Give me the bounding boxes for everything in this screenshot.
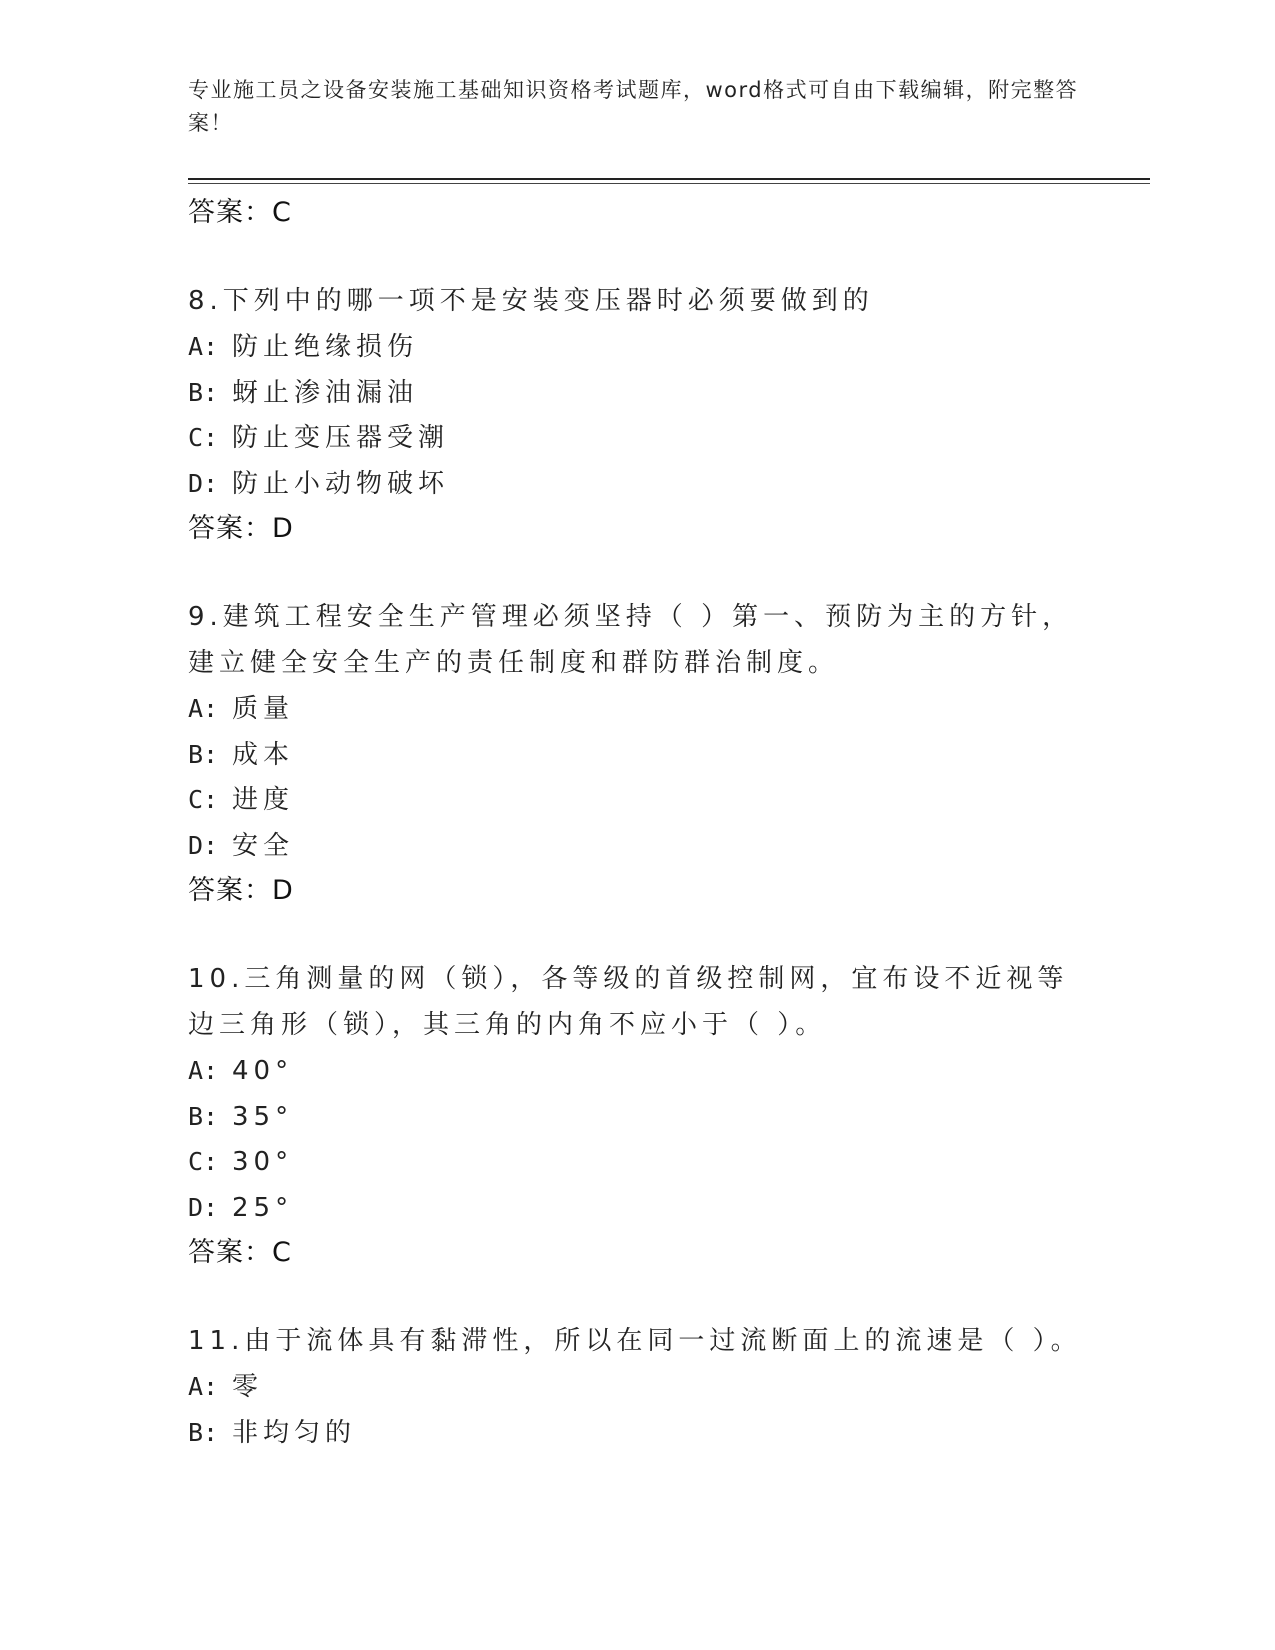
question-stem: 11.由于流体具有黏滞性，所以在同一过流断面上的流速是（ ）。 <box>188 1326 1082 1356</box>
header-divider <box>188 178 1150 180</box>
option-text: 防止小动物破坏 <box>232 468 450 499</box>
option-text: 成本 <box>232 739 295 770</box>
option-key: C: <box>188 423 219 452</box>
option-key: C: <box>188 1147 219 1176</box>
option-text: 25° <box>232 1192 294 1223</box>
document-header-title: 专业施工员之设备安装施工基础知识资格考试题库，word格式可自由下载编辑，附完整答案！ <box>188 78 1079 135</box>
answer-line: 答案：D <box>188 513 294 544</box>
option-d <box>188 823 1088 869</box>
question-block <box>188 594 1088 914</box>
option-text: 40° <box>232 1056 294 1086</box>
question-stem: 10.三角测量的网（锁），各等级的首级控制网，宜布设不近视等边三角形（锁），其三角的内角不应小于（ ）。 <box>188 964 1069 1040</box>
question-stem: 9.建筑工程安全生产管理必须坚持（ ）第一、预防为主的方针，建立健全安全生产的责任制度和群防群治制度。 <box>188 602 1074 678</box>
option-c <box>188 415 1088 461</box>
answer-line: 答案：C <box>188 197 292 228</box>
option-d <box>188 461 1088 507</box>
option-key: A: <box>188 332 219 361</box>
option-key: A: <box>188 1372 219 1401</box>
question-block <box>188 278 1088 552</box>
header-divider-thin <box>188 183 1150 184</box>
option-text: 零 <box>232 1372 264 1402</box>
option-key: D: <box>188 468 219 498</box>
option-text: 非均匀的 <box>232 1417 357 1448</box>
option-key: B: <box>188 1417 219 1447</box>
option-a <box>188 1048 1088 1094</box>
option-text: 安全 <box>232 830 295 861</box>
question-block <box>188 956 1088 1276</box>
answer-line: 答案：D <box>188 875 294 906</box>
option-text: 质量 <box>232 694 295 724</box>
option-key: C: <box>188 785 219 814</box>
question-block <box>188 1318 1088 1455</box>
option-key: A: <box>188 1056 219 1085</box>
option-b <box>188 732 1088 778</box>
option-key: B: <box>188 739 219 769</box>
option-a <box>188 324 1088 370</box>
option-d <box>188 1185 1088 1231</box>
option-text: 30° <box>232 1147 294 1177</box>
option-text: 35° <box>232 1101 294 1132</box>
option-c <box>188 1139 1088 1185</box>
option-b <box>188 1094 1088 1140</box>
option-text: 防止变压器受潮 <box>232 423 450 453</box>
option-text: 蚜止渗油漏油 <box>232 377 419 408</box>
answer-line: 答案：C <box>188 1237 292 1268</box>
option-key: B: <box>188 377 219 407</box>
option-b <box>188 370 1088 416</box>
option-text: 进度 <box>232 785 295 815</box>
document-content <box>188 190 1088 1455</box>
option-c <box>188 777 1088 823</box>
option-key: D: <box>188 1192 219 1222</box>
option-a <box>188 1364 1088 1410</box>
option-b <box>188 1410 1088 1456</box>
question-stem: 8.下列中的哪一项不是安装变压器时必须要做到的 <box>188 286 874 316</box>
option-key: A: <box>188 694 219 723</box>
option-key: B: <box>188 1101 219 1131</box>
option-key: D: <box>188 830 219 860</box>
option-a <box>188 686 1088 732</box>
option-text: 防止绝缘损伤 <box>232 332 419 362</box>
